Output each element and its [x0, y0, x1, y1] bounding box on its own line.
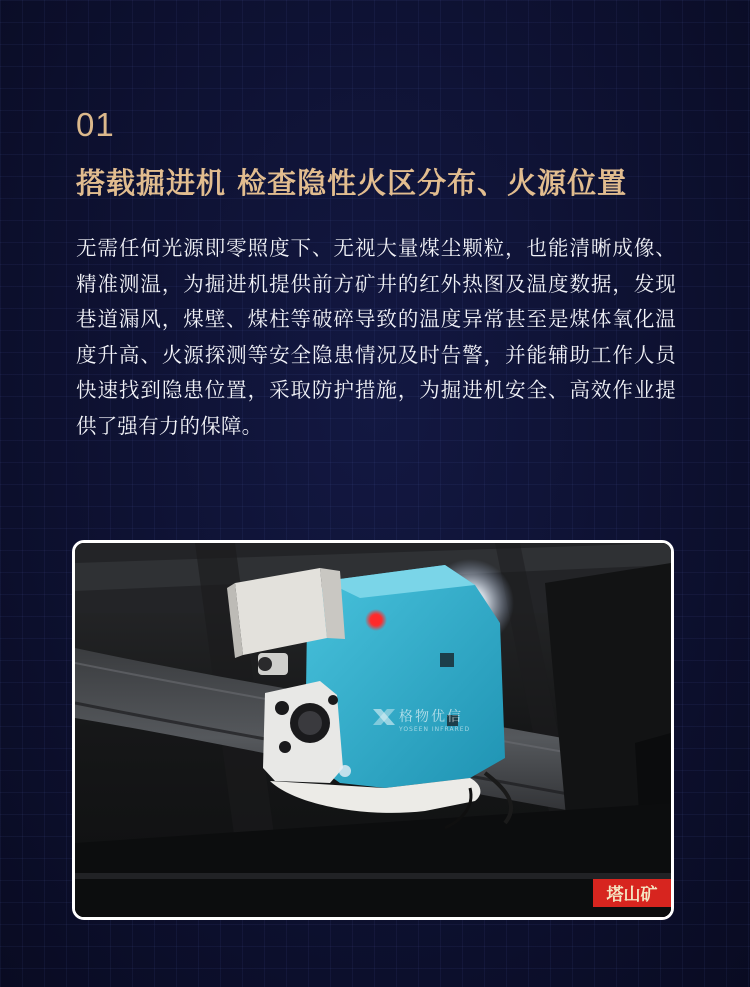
watermark-en: YOSEEN INFRARED [399, 726, 471, 733]
mining-device-photo [72, 540, 674, 920]
mine-sign-text: 塔山矿 [606, 885, 658, 905]
watermark-cn: 格物优信 [399, 709, 463, 725]
section-title: 搭载掘进机 检查隐性火区分布、火源位置 [76, 166, 628, 200]
photo-illustration [75, 543, 671, 917]
section-number: 01 [76, 106, 115, 143]
description-paragraph: 无需任何光源即零照度下、无视大量煤尘颗粒，也能清晰成像、精准测温，为掘进机提供前方矿井的红外热图及温度数据，发现巷道漏风，煤壁、煤柱等破碎导致的温度异常甚至是煤体氧化温度升高、火源探测等安全隐患情况及时告警，并能辅助工作人员快速找到隐患位置，采取防护措施，为掘进机安全、高效作业提供了强有力的保障。 [76, 236, 676, 438]
red-indicator-icon [371, 615, 381, 625]
